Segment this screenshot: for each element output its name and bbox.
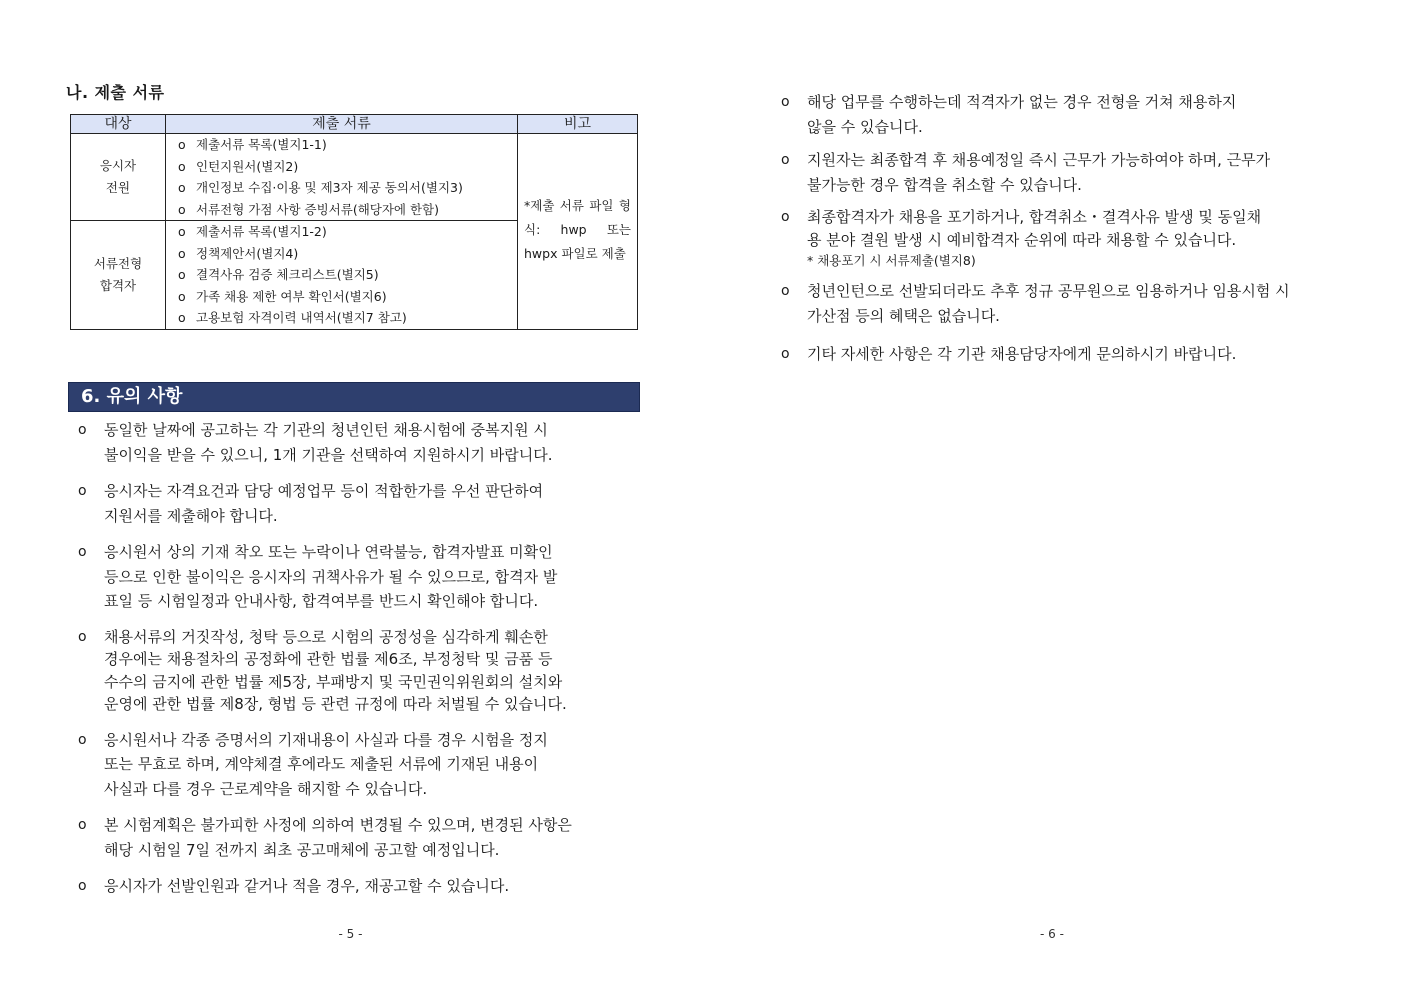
bullet: o <box>178 180 186 195</box>
header-target: 대상 <box>71 115 166 134</box>
item-text-line: 수수의 금지에 관한 법률 제5장, 부패방지 및 국민권익위원회의 설치와 <box>104 672 563 691</box>
bullet: o <box>781 209 790 225</box>
document-text: 가족 채용 제한 여부 확인서(별지6) <box>196 288 387 304</box>
list-item <box>781 148 1341 197</box>
item-text-line: 기타 자세한 사항은 각 기관 채용담당자에게 문의하시기 바랍니다. <box>807 345 1237 363</box>
list-item <box>78 418 638 467</box>
bullet: o <box>178 224 186 239</box>
item-text-line: 지원서를 제출해야 합니다. <box>104 506 278 525</box>
right-page <box>701 0 1403 992</box>
target-line: 전원 <box>105 180 131 195</box>
bullet: o <box>78 544 87 560</box>
bullet: o <box>178 310 186 325</box>
item-text-line: 불이익을 받을 수 있으니, 1개 기관을 선택하여 지원하시기 바랍니다. <box>104 445 553 464</box>
item-text-line: 용 분야 결원 발생 시 예비합격자 순위에 따라 채용할 수 있습니다. <box>807 230 1237 249</box>
item-text-line: 최종합격자가 채용을 포기하거나, 합격취소・결격사유 발생 및 동일채 <box>807 208 1262 226</box>
item-text-line: 사실과 다를 경우 근로계약을 해지할 수 있습니다. <box>104 779 428 798</box>
item-text-line: 지원자는 최종합격 후 채용예정일 즉시 근무가 가능하여야 하며, 근무가 <box>807 151 1271 169</box>
document-text: 정책제안서(별지4) <box>196 245 299 261</box>
item-text-line: 응시자가 선발인원과 같거나 적을 경우, 재공고할 수 있습니다. <box>104 877 510 895</box>
bullet: o <box>78 731 87 748</box>
notes-list-left <box>78 418 638 899</box>
document-item <box>178 264 517 286</box>
bullet: o <box>781 94 790 110</box>
document-item <box>178 286 517 308</box>
document-item <box>178 199 517 221</box>
list-item <box>78 728 638 802</box>
list-item <box>78 540 638 614</box>
item-text-line: 또는 무효로 하며, 계약체결 후에라도 제출된 서류에 기재된 내용이 <box>104 755 539 773</box>
table-row <box>71 134 638 221</box>
item-text-line: 동일한 날짜에 공고하는 각 기관의 청년인턴 채용시험에 중복지원 시 <box>104 421 548 439</box>
bullet: o <box>78 878 87 894</box>
item-text-line: 채용서류의 거짓작성, 청탁 등으로 시험의 공정성을 심각하게 훼손한 <box>104 627 548 646</box>
list-item <box>781 90 1341 139</box>
item-text-line: 운영에 관한 법률 제8장, 형법 등 관련 규정에 따라 처벌될 수 있습니다. <box>104 695 567 713</box>
item-text-line: 응시자는 자격요건과 담당 예정업무 등이 적합한가를 우선 판단하여 <box>104 482 544 500</box>
bullet: o <box>78 422 87 438</box>
document-text: 고용보험 자격이력 내역서(별지7 참고) <box>196 310 407 325</box>
list-item <box>781 279 1341 328</box>
bullet: o <box>781 283 790 299</box>
bullet: o <box>178 158 186 174</box>
item-text-line: 해당 업무를 수행하는데 적격자가 없는 경우 전형을 거쳐 채용하지 <box>807 93 1237 111</box>
item-text-line: 청년인턴으로 선발되더라도 추후 정규 공무원으로 임용하거나 임용시험 시 <box>807 282 1290 300</box>
bullet: o <box>78 817 87 833</box>
list-item <box>781 342 1341 367</box>
list-item <box>781 206 1341 271</box>
target-cell <box>71 134 166 221</box>
page-number: - 5 - <box>338 927 363 941</box>
target-line: 서류전형 <box>93 255 143 271</box>
document-item <box>178 221 517 243</box>
document-item <box>178 243 517 265</box>
bullet: o <box>178 245 186 261</box>
document-text: 개인정보 수집·이용 및 제3자 제공 동의서(별지3) <box>196 180 463 195</box>
item-text-line: 응시원서나 각종 증명서의 기재내용이 사실과 다를 경우 시험을 정지 <box>104 730 548 749</box>
documents-cell <box>166 221 518 330</box>
bullet: o <box>781 346 790 362</box>
document-item <box>178 177 517 199</box>
target-cell <box>71 221 166 330</box>
item-text-line: 표일 등 시험일정과 안내사항, 합격여부를 반드시 확인해야 합니다. <box>104 592 539 610</box>
item-text-line: 해당 시험일 7일 전까지 최초 공고매체에 공고할 예정입니다. <box>104 840 500 859</box>
list-item <box>78 874 638 899</box>
remarks-cell: *제출 서류 파일 형식: hwp 또는 hwpx 파일로 제출 <box>518 134 638 330</box>
document-item <box>178 307 517 329</box>
bullet: o <box>178 201 186 217</box>
list-item <box>78 626 638 716</box>
document-text: 결격사유 검증 체크리스트(별지5) <box>196 267 379 282</box>
section-title-banner: 6. 유의 사항 <box>68 382 640 412</box>
header-documents: 제출 서류 <box>166 115 518 134</box>
list-item <box>78 479 638 528</box>
bullet: o <box>781 152 790 168</box>
submission-documents-table <box>70 114 638 330</box>
document-text: 제출서류 목록(별지1-1) <box>196 137 327 152</box>
documents-cell <box>166 134 518 221</box>
document-item <box>178 134 517 156</box>
bullet: o <box>178 288 186 304</box>
item-text-line: 본 시험계획은 불가피한 사정에 의하여 변경될 수 있으며, 변경된 사항은 <box>104 816 572 834</box>
bullet: o <box>78 483 87 499</box>
item-note: * 채용포기 시 서류제출(별지8) <box>807 253 976 268</box>
document-text: 인턴지원서(별지2) <box>196 158 299 174</box>
bullet: o <box>178 267 186 282</box>
notes-list-right <box>781 90 1341 367</box>
page-number: - 6 - <box>1040 927 1064 941</box>
item-text-line: 않을 수 있습니다. <box>807 117 923 136</box>
target-line: 합격자 <box>99 277 137 293</box>
submission-documents-heading: 나. 제출 서류 <box>66 83 165 102</box>
target-line: 응시자 <box>99 158 137 173</box>
document-text: 서류전형 가점 사항 증빙서류(해당자에 한함) <box>196 201 439 217</box>
bullet: o <box>78 628 87 645</box>
document-text: 제출서류 목록(별지1-2) <box>196 224 327 239</box>
table-header-row <box>71 115 638 134</box>
document-item <box>178 156 517 178</box>
item-text-line: 불가능한 경우 합격을 취소할 수 있습니다. <box>807 175 1082 194</box>
item-text-line: 가산점 등의 혜택은 없습니다. <box>807 306 1000 325</box>
item-text-line: 응시원서 상의 기재 착오 또는 누락이나 연락불능, 합격자발표 미확인 <box>104 543 553 561</box>
bullet: o <box>178 137 186 152</box>
item-text-line: 경우에는 채용절차의 공정화에 관한 법률 제6조, 부정청탁 및 금품 등 <box>104 650 553 668</box>
list-item <box>78 813 638 862</box>
left-page <box>0 0 701 992</box>
item-text-line: 등으로 인한 불이익은 응시자의 귀책사유가 될 수 있으므로, 합격자 발 <box>104 567 558 586</box>
header-remarks: 비고 <box>518 115 638 134</box>
